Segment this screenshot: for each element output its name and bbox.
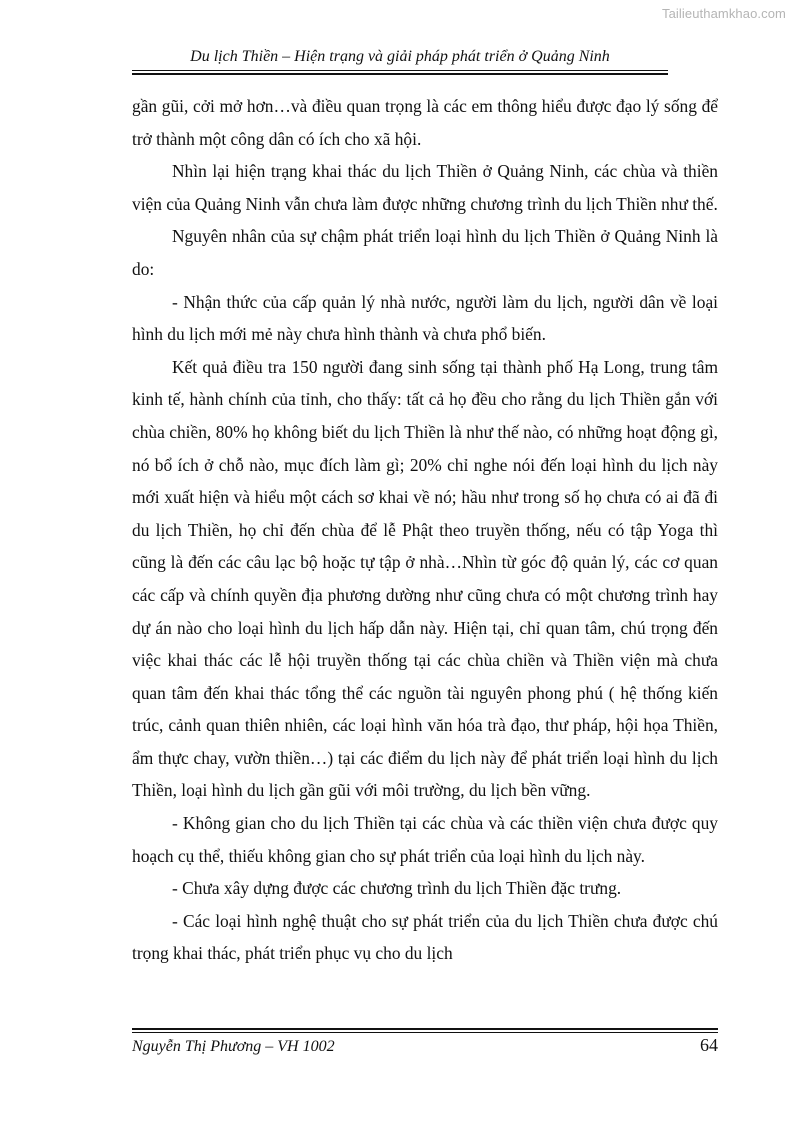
- footer-rule: [132, 1028, 718, 1033]
- watermark: Tailieuthamkhao.com: [661, 6, 786, 21]
- footer-author: Nguyễn Thị Phương – VH 1002: [132, 1038, 335, 1055]
- paragraph-current-status: Nhìn lại hiện trạng khai thác du lịch Thiền ở Quảng Ninh, các chùa và thiền viện của Quảng Ninh vẫn chưa làm được những chương trình du lịch Thiền như thế.: [132, 161, 718, 214]
- paragraph-continuation: gần gũi, cởi mở hơn…và điều quan trọng là các em thông hiểu được đạo lý sống để trở thành một công dân có ích cho xã hội.: [132, 96, 718, 149]
- page-number: 64: [700, 1035, 718, 1055]
- paragraph-cause-programs: - Chưa xây dựng được các chương trình du lịch Thiền đặc trưng.: [172, 878, 622, 899]
- paragraph-cause-space: - Không gian cho du lịch Thiền tại các chùa và các thiền viện chưa được quy hoạch cụ thể, thiếu không gian cho sự phát triển của loại hình du lịch này.: [132, 813, 718, 866]
- paragraph-causes-intro: Nguyên nhân của sự chậm phát triển loại hình du lịch Thiền ở Quảng Ninh là do:: [132, 226, 718, 279]
- paragraph-survey-results: Kết quả điều tra 150 người đang sinh sống tại thành phố Hạ Long, trung tâm kinh tế, hành chính của tỉnh, cho thấy: tất cả họ đều cho rằng du lịch Thiền gắn với chùa chiền, 80% họ không biết du lịch Thiền là như thế nào, có những hoạt động gì, nó bổ ích ở chỗ nào, mục đích làm gì; 20% chỉ nghe nói đến loại hình du lịch này mới xuất hiện và hiểu một cách sơ khai về nó; hầu như trong số họ chưa có ai đã đi du lịch Thiền, họ chỉ đến chùa để lễ Phật theo truyền thống, nếu có tập Yoga thì cũng là đến các câu lạc bộ hoặc tự tập ở nhà…Nhìn từ góc độ quản lý, các cơ quan các cấp và chính quyền địa phương dường như cũng chưa có một chương trình hay dự án nào cho loại hình du lịch hấp dẫn này. Hiện tại, chỉ quan tâm, chú trọng đến việc khai thác các lễ hội truyền thống tại các chùa chiền và Thiền viện mà chưa quan tâm đến khai thác tổng thể các nguồn tài nguyên phong phú ( hệ thống kiến trúc, cảnh quan thiên nhiên, các loại hình văn hóa trà đạo, thư pháp, hội họa Thiền, ẩm thực chay, vườn thiền…) tại các điểm du lịch này để phát triển loại hình du lịch Thiền, loại hình du lịch gần gũi với môi trường, du lịch bền vững.: [132, 356, 718, 801]
- paragraph-cause-awareness: - Nhận thức của cấp quản lý nhà nước, người làm du lịch, người dân về loại hình du lịch mới mẻ này chưa hình thành và chưa phổ biến.: [132, 291, 718, 345]
- paragraph-cause-arts: - Các loại hình nghệ thuật cho sự phát triển của du lịch Thiền chưa được chú trọng khai thác, phát triển phục vụ cho du lịch: [132, 910, 718, 964]
- header-rule: [132, 70, 668, 75]
- page-body: [132, 90, 718, 970]
- running-header: Du lịch Thiền – Hiện trạng và giải pháp phát triển ở Quảng Ninh: [190, 48, 610, 65]
